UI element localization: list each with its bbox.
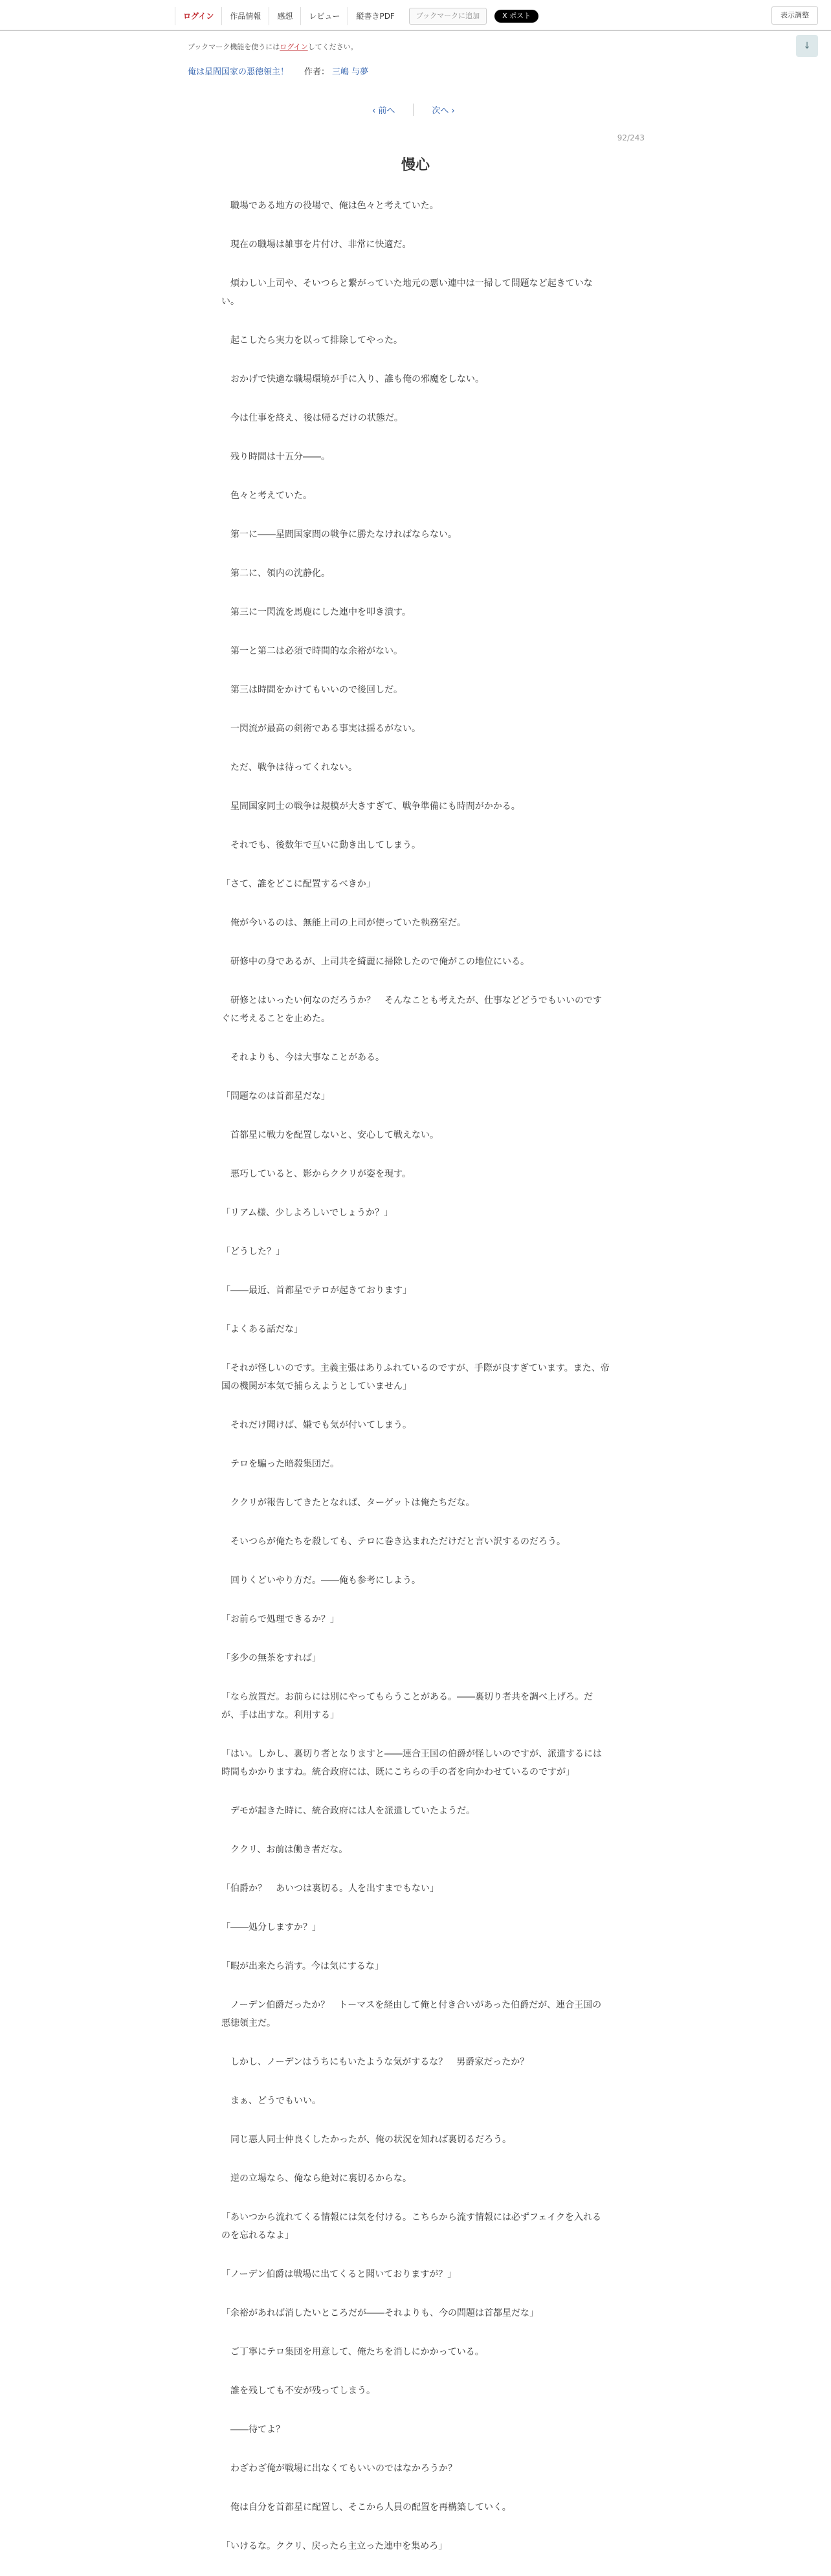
series-title-link[interactable]: 俺は星間国家の悪徳領主！ (188, 67, 289, 77)
body-paragraph: 「いけるな。ククリ、戻ったら主立った連中を集めろ」 (221, 2541, 448, 2551)
body-paragraph: 誰を残しても不安が残ってしまう。 (221, 2386, 375, 2396)
body-paragraph: 「――処分しますか？」 (221, 1922, 321, 1933)
body-paragraph: それよりも、今は大事なことがある。 (221, 1052, 384, 1063)
body-paragraph: それだけ聞けば、嫌でも気が付いてしまう。 (221, 1420, 412, 1430)
body-paragraph: 「なら放置だ。お前らには別にやってもらうことがある。――裏切り者共を調べ上げろ。だが、手は出すな。利用する」 (221, 1692, 593, 1720)
body-paragraph: 「さて、誰をどこに配置するべきか」 (221, 879, 375, 889)
author-link[interactable]: 三嶋 与夢 (332, 67, 369, 77)
novel-body (221, 197, 610, 2576)
body-paragraph: 「多少の無茶をすれば」 (221, 1653, 321, 1663)
body-paragraph: 「問題なのは首都星だな」 (221, 1091, 330, 1102)
episode-pager (372, 104, 455, 116)
top-bar (0, 0, 831, 31)
body-paragraph: テロを騙った暗殺集団だ。 (221, 1459, 339, 1469)
body-paragraph: 「それが怪しいのです。主義主張はありふれているのですが、手際が良すぎています。また、帝国の機関が本気で捕らえようとしていません」 (221, 1363, 610, 1392)
body-paragraph: まぁ、どうでもいい。 (221, 2096, 321, 2106)
notice-login-link[interactable]: ログイン (280, 43, 308, 51)
nav-work-info[interactable]: 作品情報 (221, 7, 269, 25)
body-paragraph: 「――最近、首都星でテロが起きております」 (221, 1285, 412, 1296)
nav-impressions[interactable]: 感想 (269, 7, 300, 25)
add-bookmark-button[interactable]: ブックマークに追加 (409, 8, 487, 25)
notice-text-after: してください。 (307, 43, 358, 51)
body-paragraph: 第二に、領内の沈静化。 (221, 568, 330, 579)
body-paragraph: しかし、ノーデンはうちにもいたような気がするな？ 男爵家だったか？ (221, 2057, 529, 2067)
next-episode-link[interactable]: 次へ › (432, 106, 455, 116)
notice-text-before: ブックマーク機能を使うには (188, 43, 280, 51)
body-paragraph: ご丁寧にテロ集団を用意して、俺たちを消しにかかっている。 (221, 2347, 484, 2357)
body-paragraph: 首都星に戦力を配置しないと、安心して戦えない。 (221, 1130, 439, 1140)
breadcrumb (188, 65, 368, 77)
body-paragraph: 第三に一閃流を馬鹿にした連中を叩き潰す。 (221, 607, 411, 617)
body-paragraph: 残り時間は十五分――。 (221, 452, 330, 462)
body-paragraph: 「リアム様、少しよろしいでしょうか？」 (221, 1208, 393, 1218)
body-paragraph: 逆の立場なら、俺なら絶対に裏切るからな。 (221, 2173, 412, 2184)
body-paragraph: 「余裕があれば消したいところだが――それよりも、今の問題は首都星だな」 (221, 2308, 538, 2318)
bookmark-login-notice (188, 41, 358, 52)
body-paragraph: 一閃流が最高の剣術である事実は揺るがない。 (221, 724, 421, 734)
body-paragraph: 「よくある話だな」 (221, 1324, 303, 1335)
body-paragraph: 研修中の身であるが、上司共を綺麗に掃除したので俺がこの地位にいる。 (221, 957, 529, 967)
x-post-button[interactable]: X ポスト (494, 10, 538, 23)
chapter-title: 慢心 (401, 157, 430, 173)
body-paragraph: わざわざ俺が戦場に出なくてもいいのではなかろうか？ (221, 2463, 457, 2474)
body-paragraph: 色々と考えていた。 (221, 491, 312, 501)
body-paragraph: おかげで快適な職場環境が手に入り、誰も俺の邪魔をしない。 (221, 374, 484, 384)
body-paragraph: ノーデン伯爵だったか？ トーマスを経由して俺と付き合いがあった伯爵だが、連合王国の悪徳領主だ。 (221, 2000, 602, 2028)
body-paragraph: 「はい。しかし、裏切り者となりますと――連合王国の伯爵が怪しいのですが、派遣するには時間もかかりますね。統合政府には、既にこちらの手の者を向かわせているのですが」 (221, 1749, 602, 1777)
body-paragraph: ――待てよ？ (221, 2425, 285, 2435)
scroll-down-icon[interactable]: ↓ (796, 35, 818, 57)
body-paragraph: 「あいつから流れてくる情報には気を付ける。こちらから流す情報には必ずフェイクを入れるのを忘れるなよ」 (221, 2212, 602, 2241)
body-paragraph: 「伯爵か？ あいつは裏切る。人を出すまでもない」 (221, 1883, 439, 1894)
body-paragraph: 「どうした？」 (221, 1247, 285, 1257)
body-paragraph: 職場である地方の役場で、俺は色々と考えていた。 (221, 201, 439, 211)
nav-login[interactable]: ログイン (175, 7, 221, 25)
display-settings-button[interactable]: 表示調整 (771, 6, 818, 25)
nav-vertical-pdf[interactable]: 縦書きPDF (348, 7, 402, 25)
body-paragraph: 煩わしい上司や、そいつらと繋がっていた地元の悪い連中は一掃して問題など起きていない。 (221, 278, 593, 307)
body-paragraph: 星間国家同士の戦争は規模が大きすぎて、戦争準備にも時間がかかる。 (221, 801, 520, 812)
body-paragraph: 悪巧していると、影からククリが姿を現す。 (221, 1169, 411, 1179)
body-paragraph: 起こしたら実力を以って排除してやった。 (221, 335, 403, 346)
prev-episode-link[interactable]: ‹ 前へ (372, 104, 414, 116)
body-paragraph: 「お前らで処理できるか？」 (221, 1614, 339, 1625)
body-paragraph: 今は仕事を終え、後は帰るだけの状態だ。 (221, 413, 403, 423)
nav-review[interactable]: レビュー (300, 7, 348, 25)
body-paragraph: 回りくどいやり方だ。――俺も参考にしよう。 (221, 1575, 421, 1586)
body-paragraph: 研修とはいったい何なのだろうか？ そんなことも考えたが、仕事などどうでもいいのですぐに考えることを止めた。 (221, 995, 602, 1024)
body-paragraph: 第一に――星間国家間の戦争に勝たなければならない。 (221, 529, 457, 540)
episode-counter: 92/243 (617, 133, 645, 142)
header-nav (175, 6, 538, 26)
body-paragraph: 同じ悪人同士仲良くしたかったが、俺の状況を知れば裏切るだろう。 (221, 2135, 511, 2145)
body-paragraph: それでも、後数年で互いに動き出してしまう。 (221, 840, 421, 850)
body-paragraph: 「暇が出来たら消す。今は気にするな」 (221, 1961, 384, 1971)
body-paragraph: ククリ、お前は働き者だな。 (221, 1845, 348, 1855)
body-paragraph: 俺は自分を首都星に配置し、そこから人員の配置を再構築していく。 (221, 2502, 511, 2513)
body-paragraph: デモが起きた時に、統合政府には人を派遣していたようだ。 (221, 1806, 475, 1816)
body-paragraph: 俺が今いるのは、無能上司の上司が使っていた執務室だ。 (221, 918, 466, 928)
body-paragraph: ククリが報告してきたとなれば、ターゲットは俺たちだな。 (221, 1498, 475, 1508)
body-paragraph: 第三は時間をかけてもいいので後回しだ。 (221, 685, 403, 695)
body-paragraph: ただ、戦争は待ってくれない。 (221, 762, 357, 773)
body-paragraph: 第一と第二は必須で時間的な余裕がない。 (221, 646, 403, 656)
author-label: 作者： (304, 67, 330, 77)
body-paragraph: 現在の職場は雑事を片付け、非常に快適だ。 (221, 239, 412, 250)
body-paragraph: そいつらが俺たちを殺しても、テロに巻き込まれただけだと言い訳するのだろう。 (221, 1537, 566, 1547)
body-paragraph: 「ノーデン伯爵は戦場に出てくると聞いておりますが？」 (221, 2269, 457, 2280)
